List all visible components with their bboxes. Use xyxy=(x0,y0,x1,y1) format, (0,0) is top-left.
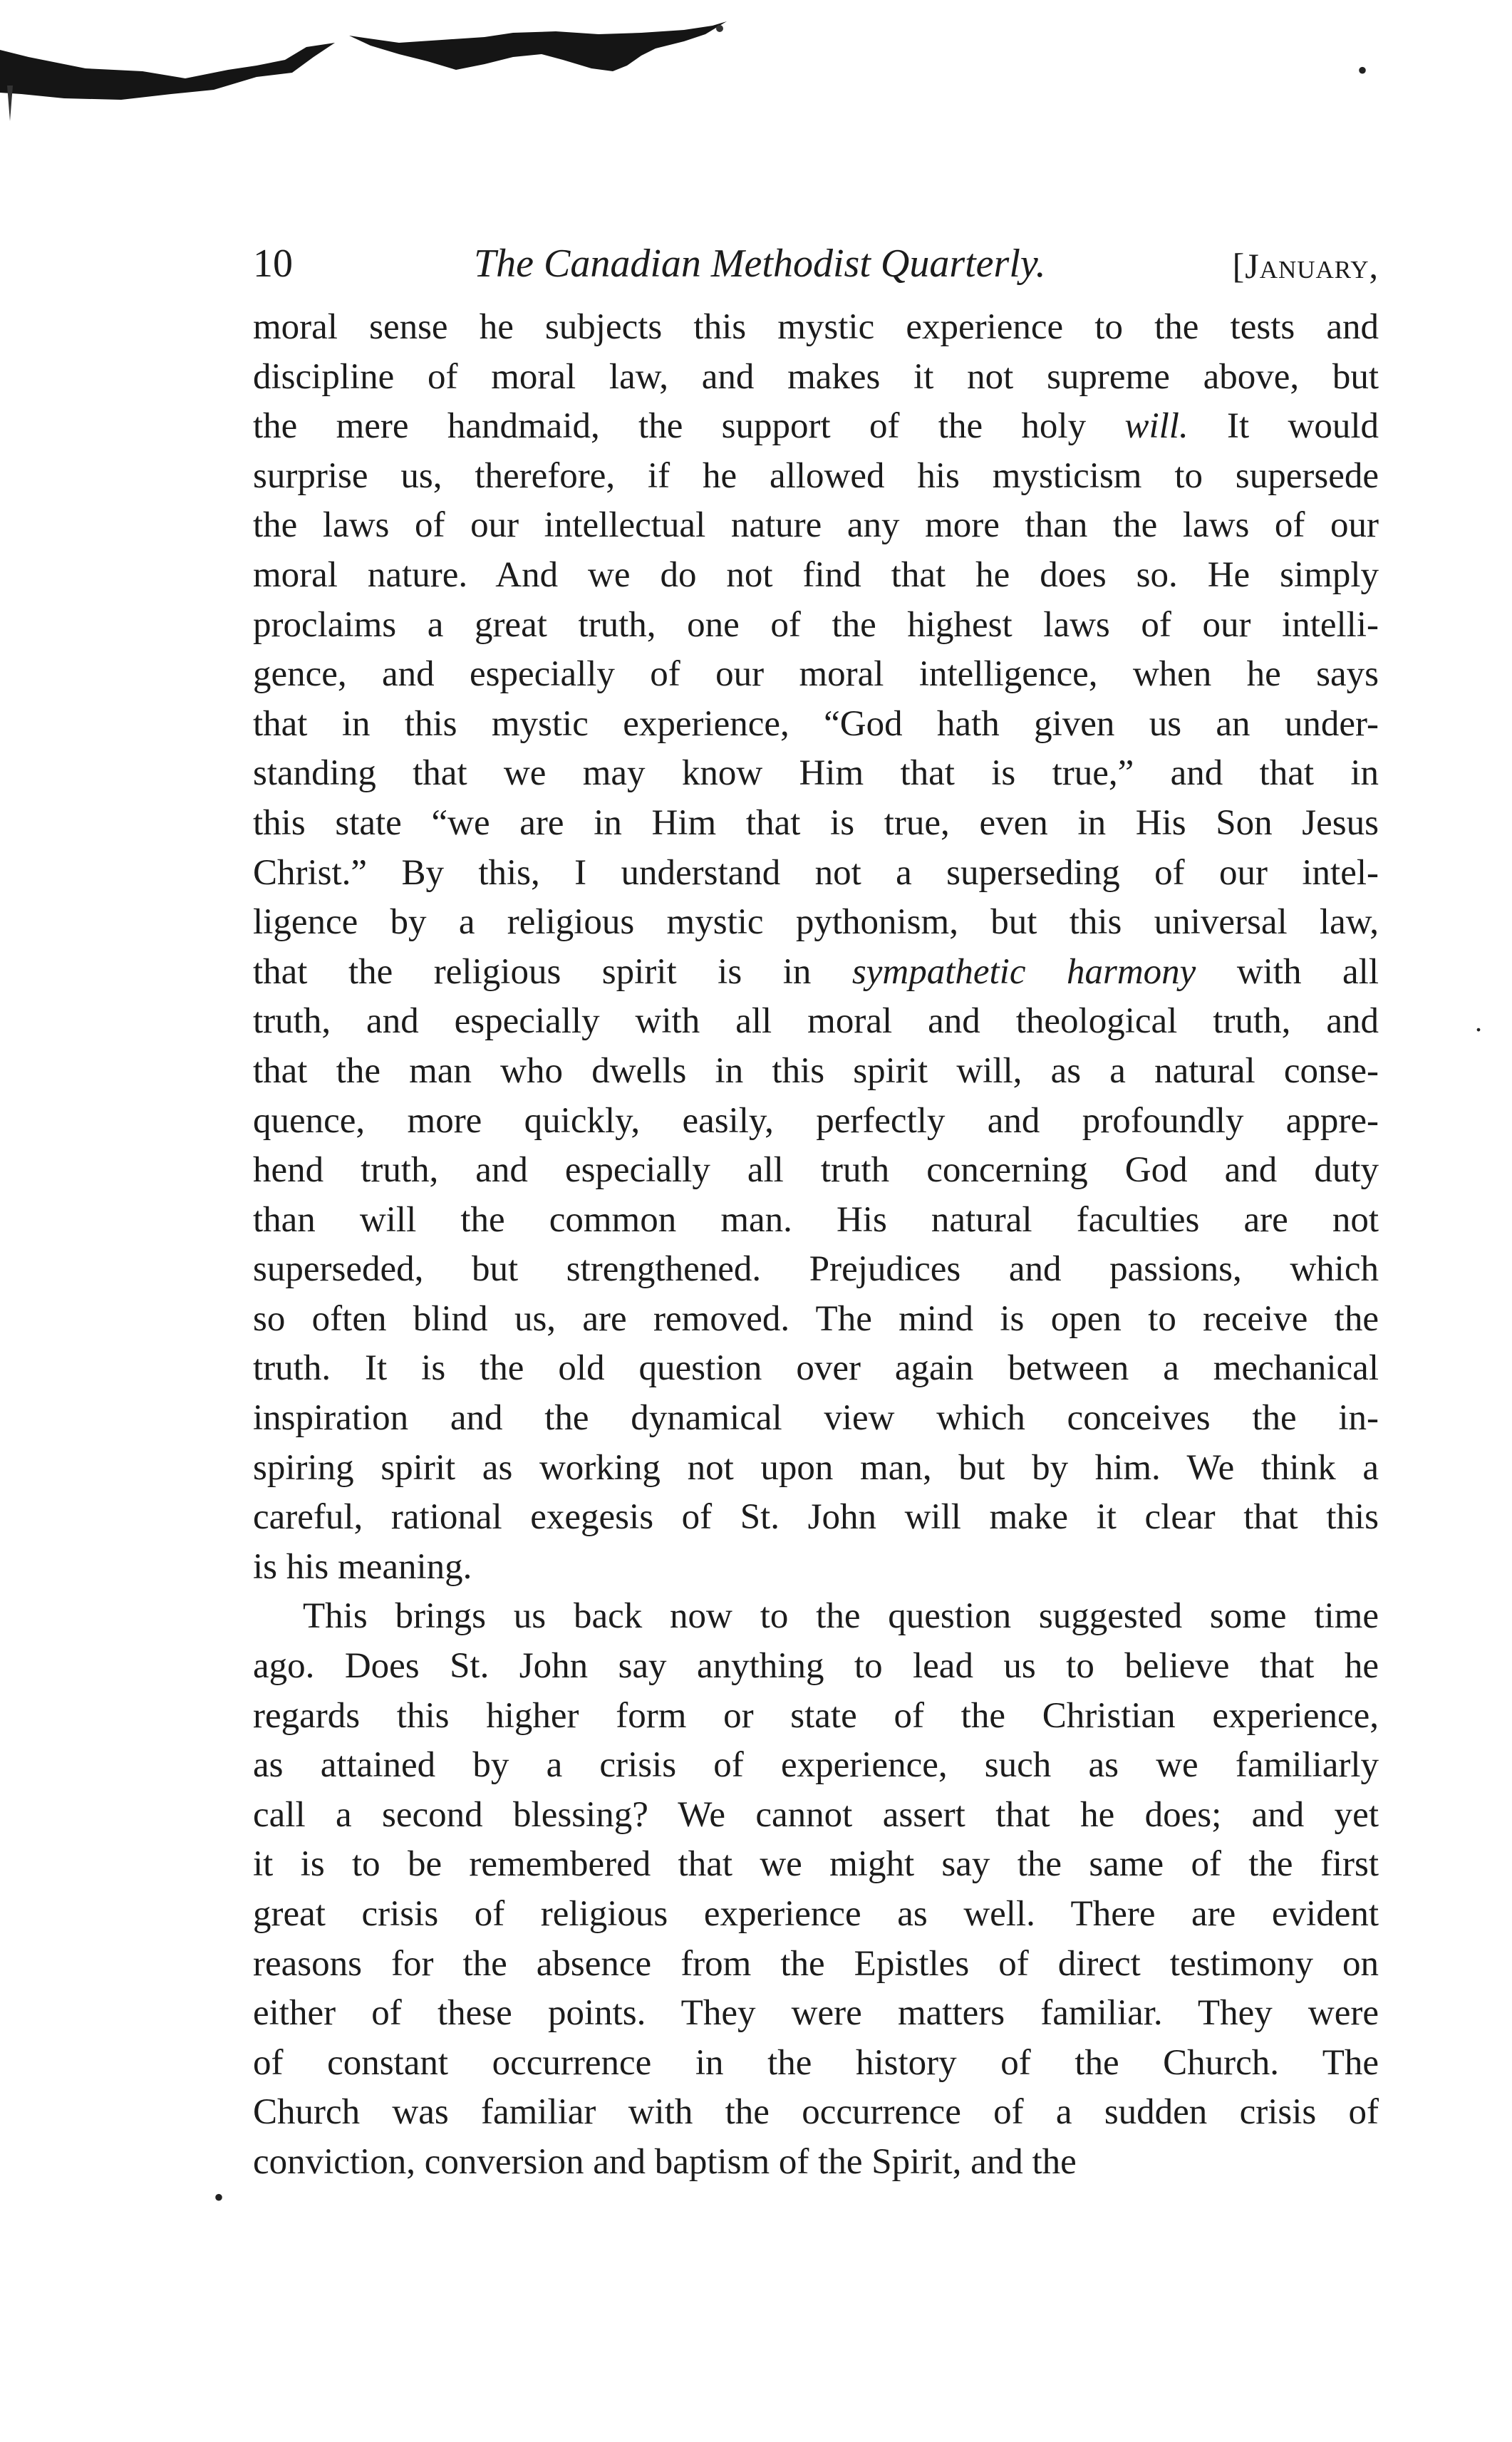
torn-edge-spur xyxy=(7,86,13,121)
margin-mark-top-right: • xyxy=(1357,54,1368,86)
running-title: The Canadian Methodist Quarterly. xyxy=(474,242,1046,286)
text-line: ligence by a religious mystic pythonism, but this universal law, xyxy=(253,902,1379,943)
text-line: reasons for the absence from the Epistles of direct testimony on xyxy=(253,1943,1379,1984)
text-line: is his meaning. xyxy=(253,1546,472,1587)
text-line: moral nature. And we do not find that he does so. He simply xyxy=(253,554,1379,595)
text-line: discipline of moral law, and makes it not supreme above, but xyxy=(253,356,1379,397)
text-line: either of these points. They were matters familiar. They were xyxy=(253,1993,1379,2034)
text-line: the mere handmaid, the support of the holy will. It would xyxy=(253,406,1379,447)
paragraph xyxy=(253,303,1379,1592)
text-line: surprise us, therefore, if he allowed his mysticism to supersede xyxy=(253,455,1379,496)
text-line: conviction, conversion and baptism of the Spirit, and the xyxy=(253,2141,1077,2182)
margin-mark-left: • xyxy=(214,2181,224,2213)
text-line: Church was familiar with the occurrence of a sudden crisis of xyxy=(253,2092,1379,2133)
body-text xyxy=(253,303,1379,2188)
text-line: hend truth, and especially all truth concerning God and duty xyxy=(253,1150,1379,1191)
text-line: truth. It is the old question over again between a mechanical xyxy=(253,1348,1379,1389)
text-line: ago. Does St. John say anything to lead us to believe that he xyxy=(253,1646,1379,1687)
text-line: it is to be remembered that we might say the same of the first xyxy=(253,1844,1379,1885)
text-line: great crisis of religious experience as well. There are evident xyxy=(253,1894,1379,1934)
text-line: this state “we are in Him that is true, even in His Son Jesus xyxy=(253,802,1379,843)
page-number: 10 xyxy=(253,242,293,286)
margin-mark-right: . xyxy=(1475,1005,1482,1038)
torn-edge-left xyxy=(0,43,335,100)
text-line: as attained by a crisis of experience, such as we familiarly xyxy=(253,1745,1379,1786)
text-line: truth, and especially with all moral and theological truth, and xyxy=(253,1001,1379,1042)
paragraph xyxy=(253,1592,1379,2187)
text-line: This brings us back now to the question suggested some time xyxy=(303,1596,1379,1637)
torn-edge-speck xyxy=(716,25,723,32)
torn-edge-middle xyxy=(349,21,727,71)
text-line: the laws of our intellectual nature any more than the laws of our xyxy=(253,505,1379,546)
text-line: than will the common man. His natural faculties are not xyxy=(253,1199,1379,1240)
text-line: inspiration and the dynamical view which conceives the in- xyxy=(253,1398,1379,1439)
torn-page-edge xyxy=(0,0,784,128)
text-line: call a second blessing? We cannot assert that he does; and yet xyxy=(253,1794,1379,1835)
text-line: Christ.” By this, I understand not a superseding of our intel- xyxy=(253,852,1379,893)
text-line: spiring spirit as working not upon man, but by him. We think a xyxy=(253,1447,1379,1488)
text-line: that the man who dwells in this spirit will, as a natural conse- xyxy=(253,1050,1379,1091)
text-line: that the religious spirit is in sympathetic harmony with all xyxy=(253,951,1379,992)
text-line: moral sense he subjects this mystic experience to the tests and xyxy=(253,307,1379,347)
text-line: standing that we may know Him that is true,” and that in xyxy=(253,753,1379,794)
text-line: proclaims a great truth, one of the highest laws of our intelli- xyxy=(253,604,1379,645)
section-date: [January, xyxy=(1232,246,1379,286)
page-header xyxy=(253,235,1379,292)
text-line: of constant occurrence in the history of the Church. The xyxy=(253,2042,1379,2083)
text-line: quence, more quickly, easily, perfectly and profoundly appre- xyxy=(253,1100,1379,1141)
text-line: careful, rational exegesis of St. John will make it clear that this xyxy=(253,1497,1379,1538)
text-line: superseded, but strengthened. Prejudices and passions, which xyxy=(253,1249,1379,1290)
text-line: regards this higher form or state of the Christian experience, xyxy=(253,1695,1379,1736)
text-line: gence, and especially of our moral intelligence, when he says xyxy=(253,654,1379,695)
text-line: that in this mystic experience, “God hath given us an under- xyxy=(253,703,1379,744)
text-line: so often blind us, are removed. The mind is open to receive the xyxy=(253,1298,1379,1339)
